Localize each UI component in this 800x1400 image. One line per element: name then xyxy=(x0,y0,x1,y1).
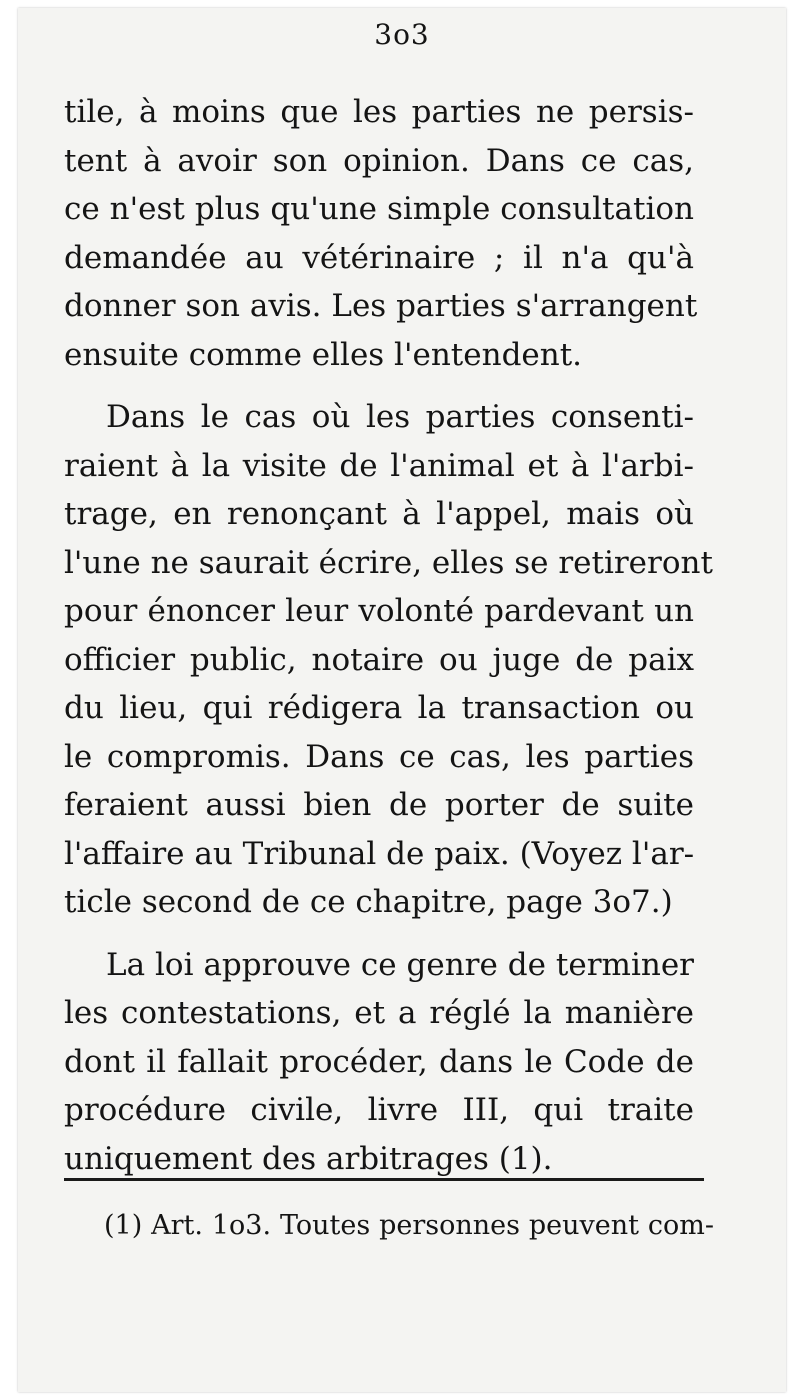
text-line: le compromis. Dans ce cas, les parties xyxy=(64,738,694,775)
paragraph xyxy=(64,88,698,379)
text-line: l'une ne saurait écrire, elles se retireront xyxy=(64,544,713,581)
paragraph-gap xyxy=(64,927,694,941)
paragraph xyxy=(64,393,713,927)
footnote: (1) Art. 1o3. Toutes personnes peuvent com- xyxy=(104,1210,714,1241)
text-line: l'affaire au Tribunal de paix. (Voyez l'ar- xyxy=(64,835,695,872)
text-line: ce n'est plus qu'une simple consultation xyxy=(64,191,694,227)
text-line: tile, à moins que les parties ne persis- xyxy=(64,94,694,130)
text-line: trage, en renonçant à l'appel, mais où xyxy=(64,496,694,532)
text-line: les contestations, et a réglé la manière xyxy=(64,995,694,1031)
paragraph xyxy=(64,941,694,1184)
text-line: procédure civile, livre III, qui traite xyxy=(64,1092,694,1128)
text-line: uniquement des arbitrages (1). xyxy=(64,1140,553,1177)
text-line: feraient aussi bien de porter de suite xyxy=(64,787,694,823)
body-text xyxy=(64,88,713,1183)
text-line: raient à la visite de l'animal et à l'arbi- xyxy=(64,447,694,484)
text-line: dont il fallait procéder, dans le Code de xyxy=(64,1043,694,1080)
text-line: donner son avis. Les parties s'arrangent xyxy=(64,288,698,324)
text-line: tent à avoir son opinion. Dans ce cas, xyxy=(64,142,694,179)
text-line: ticle second de ce chapitre, page 3o7.) xyxy=(64,884,673,920)
text-line: La loi approuve ce genre de terminer xyxy=(106,946,694,983)
paragraph-gap xyxy=(64,379,694,393)
page-number: 3o3 xyxy=(374,18,430,51)
text-line: du lieu, qui rédigera la transaction ou xyxy=(64,690,694,726)
footnote-rule xyxy=(64,1178,704,1181)
text-line: Dans le cas où les parties consenti- xyxy=(106,399,694,435)
text-line: pour énoncer leur volonté pardevant un xyxy=(64,593,694,629)
book-page xyxy=(18,8,786,1392)
text-line: ensuite comme elles l'entendent. xyxy=(64,336,583,373)
text-line: demandée au vétérinaire ; il n'a qu'à xyxy=(64,239,694,276)
text-line: officier public, notaire ou juge de paix xyxy=(64,641,694,678)
